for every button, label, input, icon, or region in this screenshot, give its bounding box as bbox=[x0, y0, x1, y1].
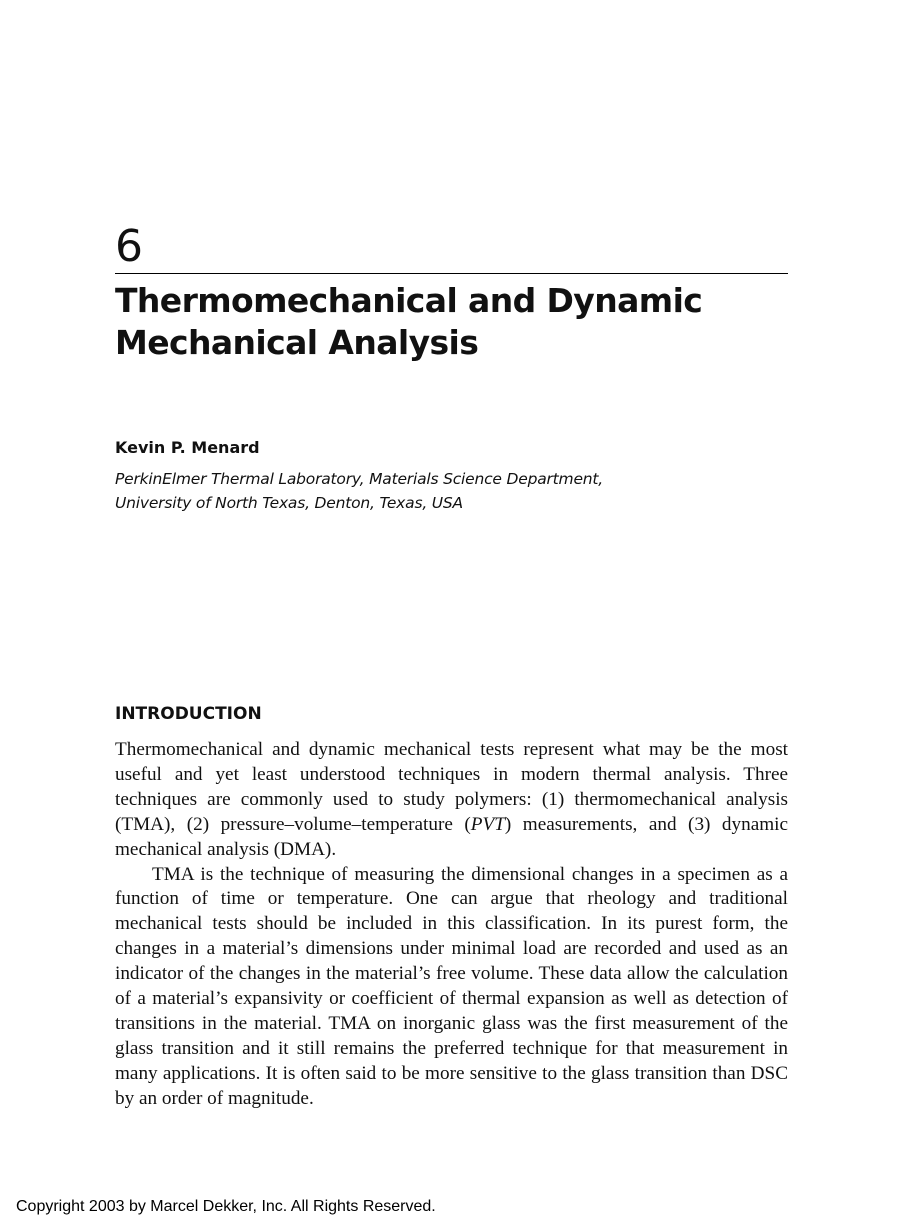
paragraph-1 bbox=[115, 738, 788, 863]
chapter-title-line-2: Mechanical Analysis bbox=[115, 323, 479, 362]
paragraph-2: TMA is the technique of measuring the dimensional changes in a specimen as a function of time or temperature. One can argue that rheology and traditional mechanical tests should be included in this classification. In its purest form, the changes in a material’s dimensions under minimal load are recorded and used as an indicator of the changes in the material’s free volume. These data allow the calculation of a material’s expansivity or coefficient of thermal expansion as well as detection of transitions in the material. TMA on inorganic glass was the first measurement of the glass transition and it still remains the preferred technique for that measurement in many applications. It is often said to be more sensitive to the glass transition than DSC by an order of magnitude. bbox=[115, 863, 788, 1109]
copyright-notice: Copyright 2003 by Marcel Dekker, Inc. All Rights Reserved. bbox=[16, 1198, 436, 1215]
affiliation-line-2: University of North Texas, Denton, Texas, USA bbox=[115, 494, 463, 512]
chapter-rule bbox=[115, 273, 788, 274]
paragraph-1-text-b: ) measurements, and (3) dynamic mechanical analysis (DMA). bbox=[115, 813, 788, 860]
paragraph-1-text-a: Thermomechanical and dynamic mechanical tests represent what may be the most useful and yet least understood techniques in modern thermal analysis. Three techniques are commonly used to study polymers: (1) thermomechanical analysis (TMA), (2) pressure–volume–temperature ( bbox=[115, 739, 788, 835]
section-heading: INTRODUCTION bbox=[115, 704, 262, 724]
chapter-number: 6 bbox=[115, 221, 143, 272]
chapter-title bbox=[115, 280, 795, 364]
chapter-title-line-1: Thermomechanical and Dynamic bbox=[115, 281, 703, 320]
author-affiliation bbox=[115, 467, 795, 515]
paragraph-1-italic-pvt: PVT bbox=[470, 813, 505, 835]
affiliation-line-1: PerkinElmer Thermal Laboratory, Materials Science Department, bbox=[115, 470, 604, 488]
body-text bbox=[115, 738, 788, 1112]
author-name: Kevin P. Menard bbox=[115, 438, 260, 457]
